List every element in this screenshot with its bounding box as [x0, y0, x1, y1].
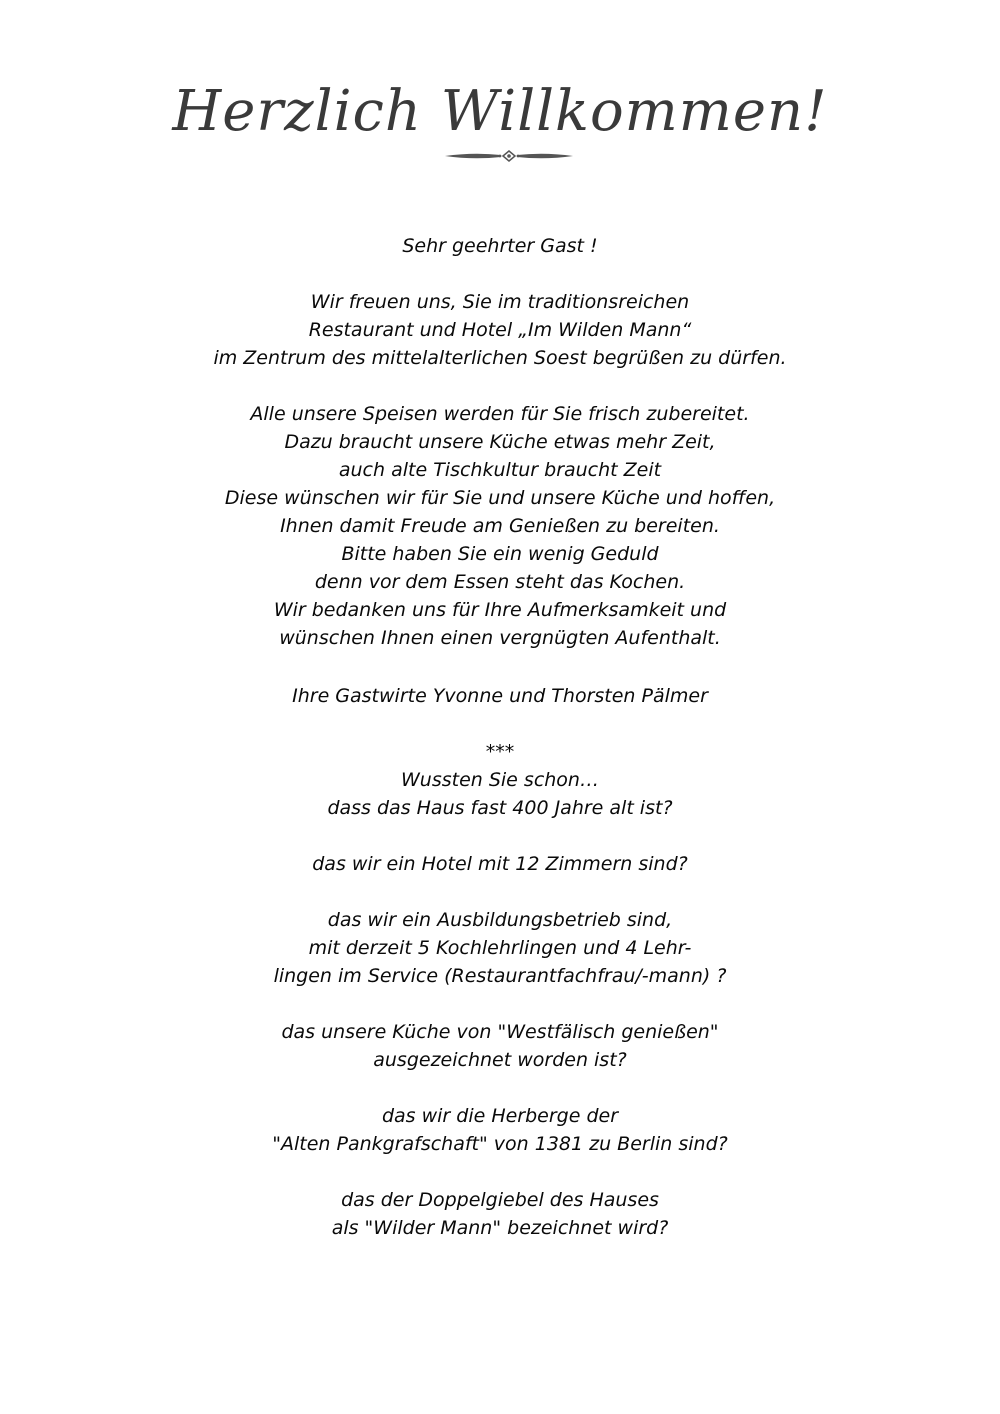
kitchen-line: Wir bedanken uns für Ihre Aufmerksamkeit und [273, 599, 727, 621]
signature-block [0, 682, 1000, 710]
fact-hostel [0, 1102, 1000, 1158]
fact-line: das wir ein Hotel mit 12 Zimmern sind? [312, 853, 688, 875]
facts-intro [0, 766, 1000, 822]
separator-block [0, 738, 1000, 766]
fact-training [0, 906, 1000, 990]
greeting-block [0, 232, 1000, 260]
ornament-divider-icon [443, 148, 575, 164]
fact-line: das wir ein Ausbildungsbetrieb sind, [327, 909, 673, 931]
fact-line: dass das Haus fast 400 Jahre alt ist? [327, 797, 673, 819]
separator-text: *** [485, 741, 515, 763]
fact-line: Wussten Sie schon… [401, 769, 599, 791]
kitchen-line: auch alte Tischkultur braucht Zeit [338, 459, 662, 481]
welcome-line: Restaurant und Hotel „Im Wilden Mann“ [308, 319, 692, 341]
kitchen-line: Ihnen damit Freude am Genießen zu bereiten. [280, 515, 720, 537]
signature-text: Ihre Gastwirte Yvonne und Thorsten Pälmer [292, 685, 708, 707]
fact-award [0, 1018, 1000, 1074]
fact-line: mit derzeit 5 Kochlehrlingen und 4 Lehr- [308, 937, 692, 959]
fact-hotel [0, 850, 1000, 878]
fact-line: das der Doppelgiebel des Hauses [341, 1189, 659, 1211]
welcome-line: Wir freuen uns, Sie im traditionsreichen [310, 291, 690, 313]
kitchen-line: Alle unsere Speisen werden für Sie frisch zubereitet. [250, 403, 750, 425]
fact-line: lingen im Service (Restaurantfachfrau/-mann) ? [273, 965, 727, 987]
fact-line: das unsere Küche von "Westfälisch genießen" [281, 1021, 719, 1043]
fact-line: das wir die Herberge der [381, 1105, 619, 1127]
welcome-line: im Zentrum des mittelalterlichen Soest begrüßen zu dürfen. [213, 347, 787, 369]
fact-line: als "Wilder Mann" bezeichnet wird? [331, 1217, 669, 1239]
welcome-paragraph [0, 288, 1000, 372]
kitchen-line: denn vor dem Essen steht das Kochen. [314, 571, 686, 593]
kitchen-line: Diese wünschen wir für Sie und unsere Küche und hoffen, [224, 487, 776, 509]
fact-line: "Alten Pankgrafschaft" von 1381 zu Berlin sind? [272, 1133, 728, 1155]
greeting-text: Sehr geehrter Gast ! [402, 235, 598, 257]
kitchen-line: wünschen Ihnen einen vergnügten Aufenthalt. [279, 627, 721, 649]
fact-gable [0, 1186, 1000, 1242]
kitchen-paragraph [0, 400, 1000, 652]
kitchen-line: Dazu braucht unsere Küche etwas mehr Zeit, [284, 431, 716, 453]
fact-line: ausgezeichnet worden ist? [373, 1049, 627, 1071]
page-title: Herzlich Willkommen! [172, 79, 828, 144]
kitchen-line: Bitte haben Sie ein wenig Geduld [341, 543, 659, 565]
